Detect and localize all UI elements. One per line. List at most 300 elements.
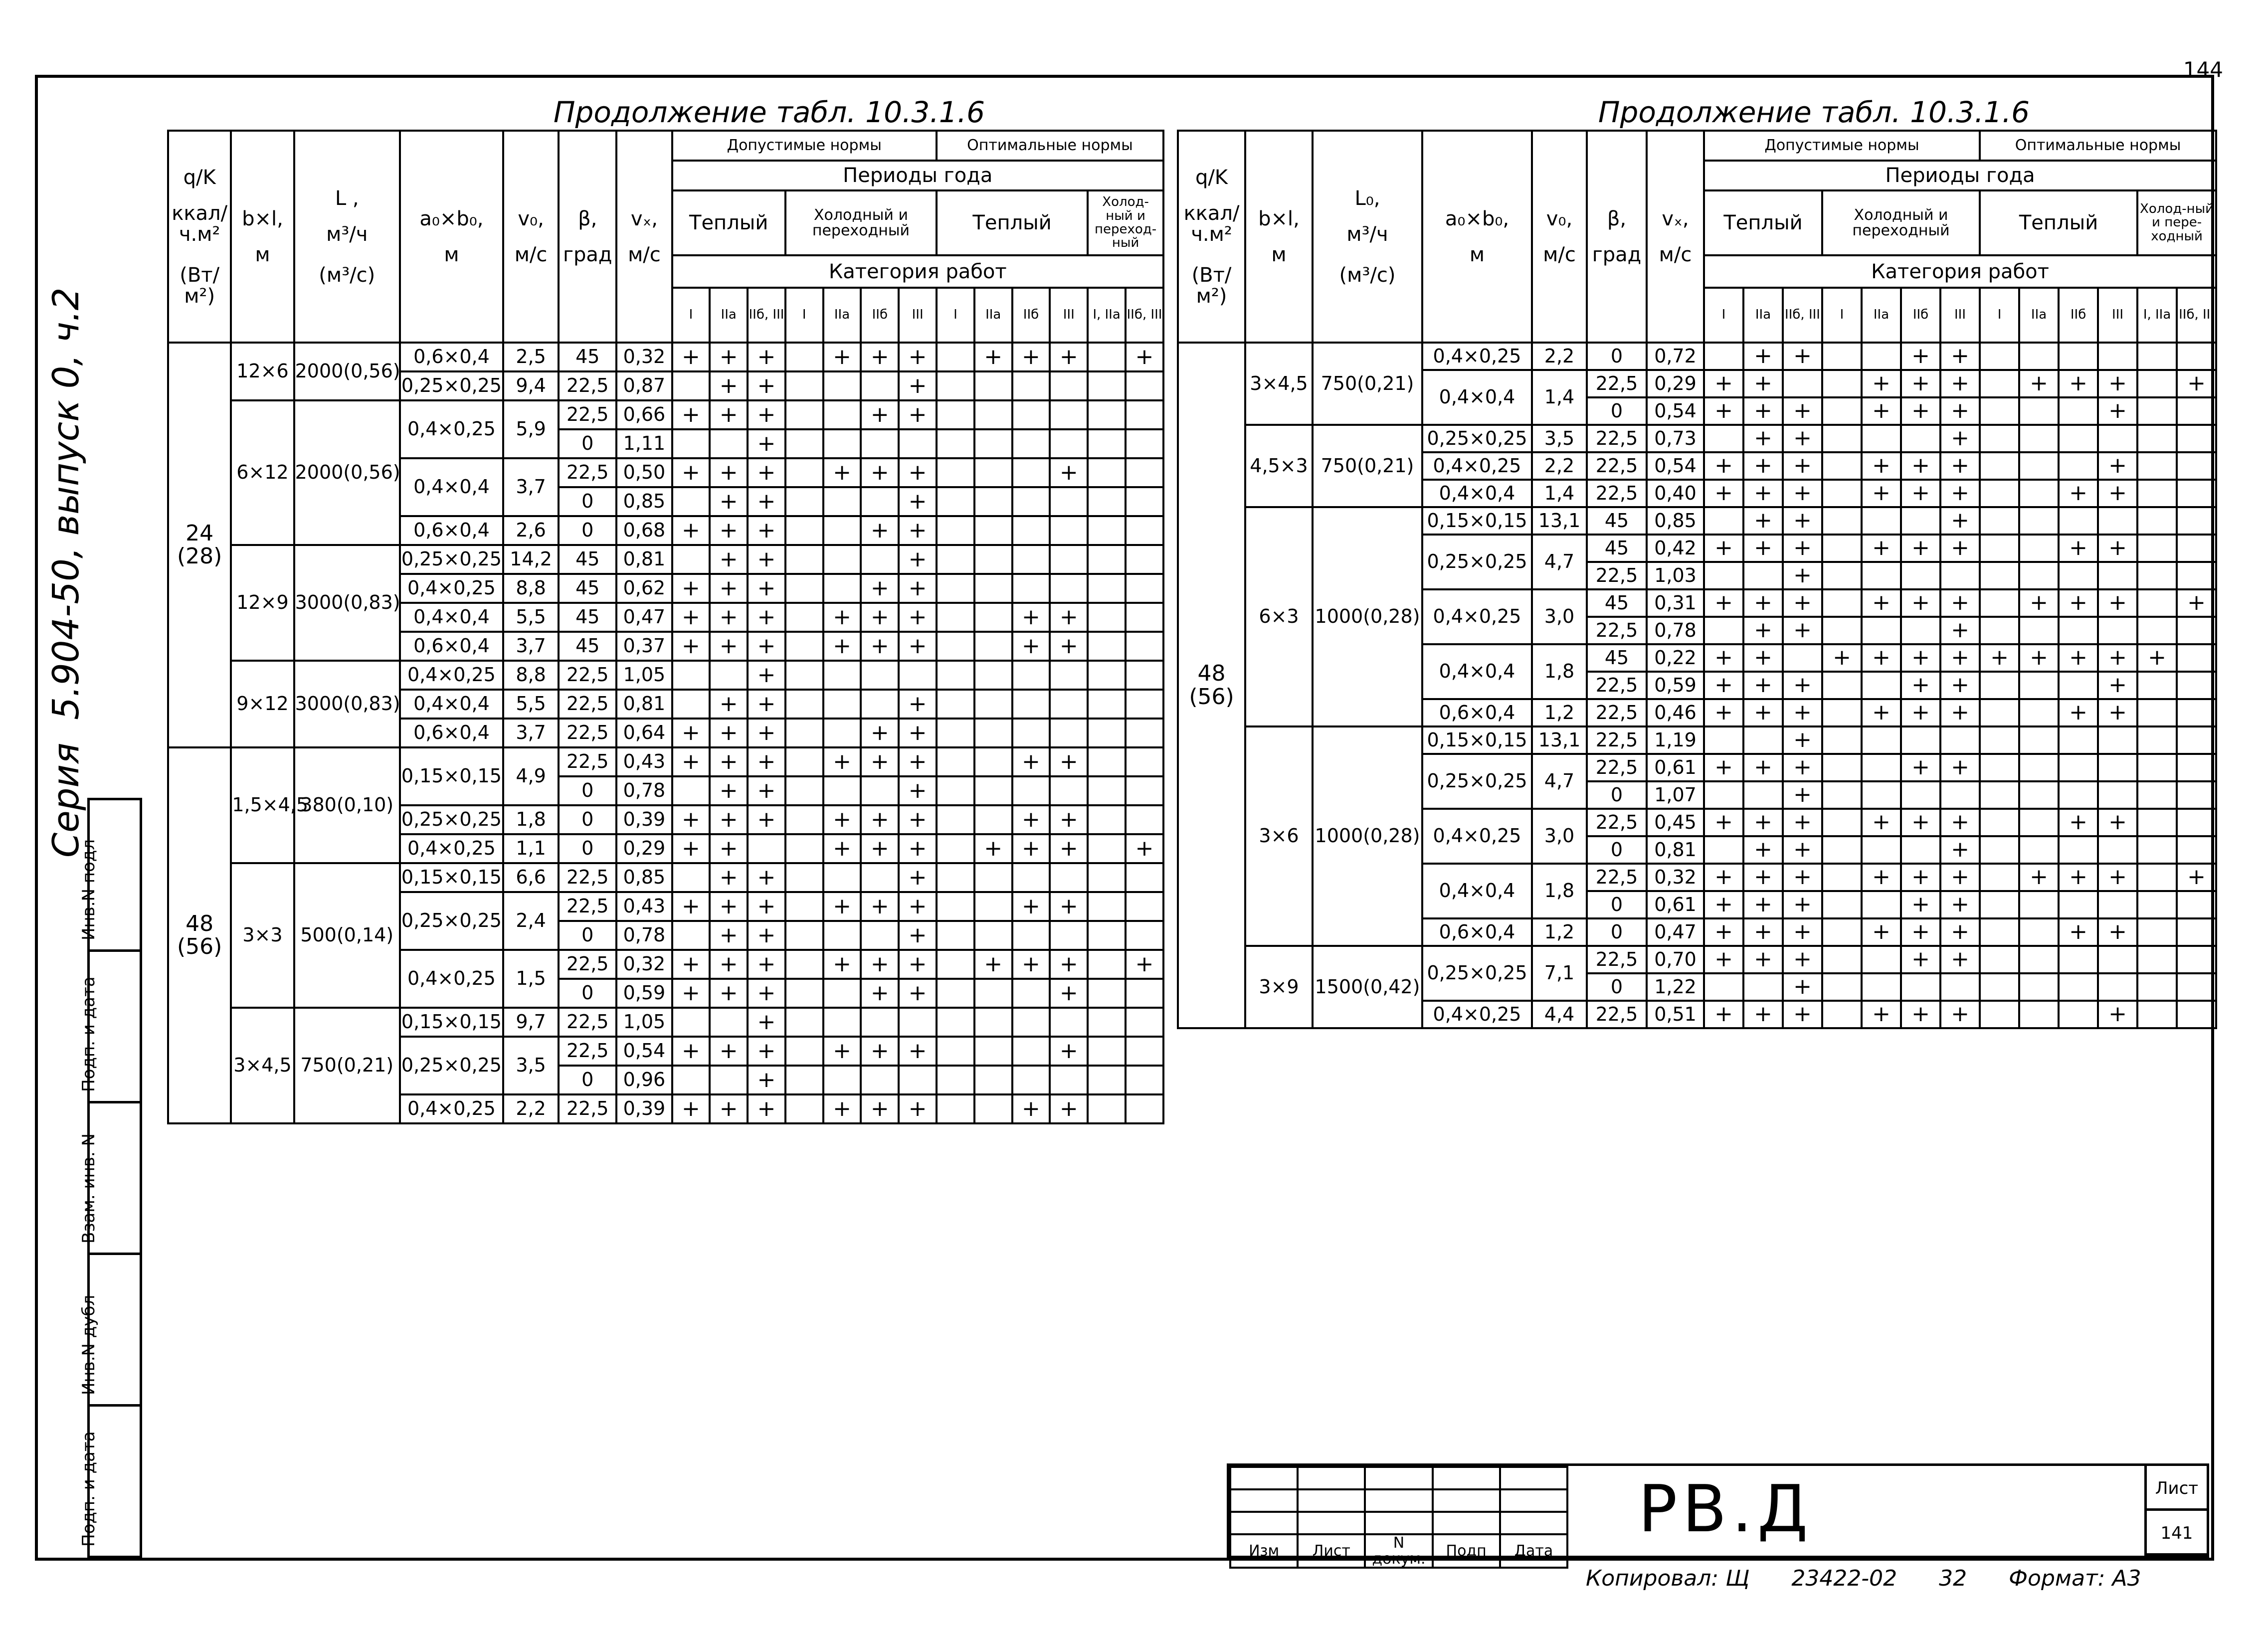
mark-cell bbox=[937, 805, 974, 834]
mark-cell bbox=[2137, 480, 2177, 507]
mark-cell bbox=[823, 719, 861, 747]
mark-cell bbox=[1940, 781, 1980, 809]
mark-cell bbox=[2019, 1001, 2059, 1028]
mark-cell: + bbox=[2177, 864, 2216, 891]
mark-cell bbox=[2177, 781, 2216, 809]
mark-cell bbox=[974, 979, 1012, 1008]
mark-cell bbox=[899, 1066, 937, 1094]
mark-cell bbox=[1050, 429, 1088, 458]
category-col-2: IIб, III bbox=[748, 288, 785, 343]
mark-cell: + bbox=[823, 950, 861, 979]
mark-cell bbox=[2019, 397, 2059, 425]
mark-cell bbox=[785, 1094, 823, 1123]
vx-cell: 0,50 bbox=[616, 458, 672, 487]
mark-cell bbox=[785, 747, 823, 776]
mark-cell bbox=[1012, 545, 1050, 574]
beta-cell: 22,5 bbox=[559, 719, 616, 747]
revision-grid bbox=[1229, 1466, 1568, 1569]
vx-cell: 0,37 bbox=[616, 632, 672, 661]
mark-cell: + bbox=[1783, 918, 1822, 946]
mark-cell: + bbox=[2019, 864, 2059, 891]
mark-cell: + bbox=[1783, 589, 1822, 617]
flow-header-unit: м³/ч bbox=[1346, 222, 1388, 246]
category-col-7: I bbox=[1980, 288, 2019, 343]
mark-cell bbox=[2177, 726, 2216, 754]
outlet-size-cell: 0,4×0,25 bbox=[400, 400, 503, 458]
mark-cell bbox=[2019, 973, 2059, 1001]
vx-cell: 0,22 bbox=[1647, 644, 1704, 672]
mark-cell bbox=[1088, 805, 1126, 834]
mark-cell: + bbox=[710, 343, 748, 371]
warm-period-optimal: Теплый bbox=[937, 190, 1088, 255]
mark-cell: + bbox=[748, 574, 785, 603]
outlet-size-cell: 0,6×0,4 bbox=[1422, 699, 1532, 726]
mark-cell bbox=[974, 516, 1012, 545]
mark-cell bbox=[1822, 864, 1862, 891]
category-col-9: IIб bbox=[2059, 288, 2098, 343]
mark-cell bbox=[2098, 507, 2137, 535]
mark-cell: + bbox=[1940, 946, 1980, 973]
mark-cell: + bbox=[1783, 809, 1822, 836]
mark-cell bbox=[1704, 562, 1743, 589]
mark-cell bbox=[937, 719, 974, 747]
mark-cell: + bbox=[1940, 343, 1980, 370]
mark-cell bbox=[1822, 946, 1862, 973]
mark-cell bbox=[785, 892, 823, 921]
mark-cell bbox=[1822, 836, 1862, 864]
mark-cell bbox=[2137, 809, 2177, 836]
stamp-cell: Подп. и дата bbox=[90, 1407, 140, 1558]
flow-rate-cell: 380(0,10) bbox=[294, 747, 400, 863]
mark-cell bbox=[2019, 452, 2059, 480]
vx-cell: 1,22 bbox=[1647, 973, 1704, 1001]
category-col-12: IIб, III bbox=[1126, 288, 1163, 343]
mark-cell: + bbox=[1126, 343, 1163, 371]
mark-cell bbox=[785, 950, 823, 979]
beta-cell: 22,5 bbox=[1587, 370, 1647, 397]
mark-cell: + bbox=[710, 516, 748, 545]
mark-cell bbox=[2137, 452, 2177, 480]
mark-cell bbox=[710, 1066, 748, 1094]
mark-cell: + bbox=[1862, 644, 1901, 672]
category-col-8: IIа bbox=[974, 288, 1012, 343]
mark-cell: + bbox=[1901, 644, 1940, 672]
mark-cell bbox=[1050, 719, 1088, 747]
mark-cell bbox=[2059, 562, 2098, 589]
warm-period-allowed: Теплый bbox=[672, 190, 785, 255]
mark-cell bbox=[2019, 754, 2059, 781]
mark-cell bbox=[974, 1008, 1012, 1037]
outlet-size-cell: 0,4×0,4 bbox=[400, 603, 503, 632]
mark-cell bbox=[937, 921, 974, 950]
vx-cell: 0,32 bbox=[616, 950, 672, 979]
mark-cell bbox=[974, 574, 1012, 603]
mark-cell: + bbox=[710, 487, 748, 516]
mark-cell bbox=[1088, 400, 1126, 429]
q-header-symbol: q/K bbox=[183, 166, 216, 189]
mark-cell bbox=[1088, 892, 1126, 921]
v0-cell: 4,7 bbox=[1532, 754, 1587, 809]
mark-cell bbox=[2098, 343, 2137, 370]
flow-header-unit-si: (м³/с) bbox=[1339, 263, 1396, 287]
mark-cell bbox=[1704, 836, 1743, 864]
mark-cell bbox=[672, 429, 710, 458]
mark-cell: + bbox=[861, 516, 899, 545]
mark-cell: + bbox=[710, 863, 748, 892]
outlet-size-cell: 0,4×0,4 bbox=[1422, 370, 1532, 425]
mark-cell: + bbox=[1743, 452, 1783, 480]
mark-cell bbox=[1980, 918, 2019, 946]
beta-cell: 22,5 bbox=[559, 1037, 616, 1066]
mark-cell bbox=[1822, 480, 1862, 507]
paper-format: Формат: А3 bbox=[2009, 1566, 2141, 1591]
mark-cell bbox=[1088, 747, 1126, 776]
mark-cell: + bbox=[710, 690, 748, 719]
mark-cell bbox=[785, 371, 823, 400]
vx-cell: 0,72 bbox=[1647, 343, 1704, 370]
mark-cell: + bbox=[1050, 892, 1088, 921]
mark-cell: + bbox=[748, 1008, 785, 1037]
mark-cell bbox=[1862, 973, 1901, 1001]
mark-cell: + bbox=[899, 834, 937, 863]
mark-cell: + bbox=[1050, 950, 1088, 979]
mark-cell: + bbox=[1012, 747, 1050, 776]
beta-header-unit: град bbox=[1592, 243, 1642, 266]
mark-cell: + bbox=[748, 1037, 785, 1066]
heat-load-value: 48 bbox=[1197, 661, 1226, 687]
mark-cell: + bbox=[710, 603, 748, 632]
mark-cell bbox=[2137, 699, 2177, 726]
mark-cell bbox=[1126, 487, 1163, 516]
mark-cell: + bbox=[1862, 535, 1901, 562]
mark-cell bbox=[2177, 809, 2216, 836]
mark-cell: + bbox=[899, 921, 937, 950]
outlet-size-header-unit: м bbox=[1469, 243, 1485, 266]
mark-cell bbox=[2177, 891, 2216, 918]
mark-cell: + bbox=[2098, 918, 2137, 946]
vx-cell: 0,81 bbox=[616, 545, 672, 574]
mark-cell bbox=[2137, 617, 2177, 644]
mark-cell: + bbox=[1940, 617, 1980, 644]
mark-cell bbox=[974, 747, 1012, 776]
mark-cell bbox=[1901, 781, 1940, 809]
category-col-4: IIа bbox=[1862, 288, 1901, 343]
mark-cell bbox=[2059, 617, 2098, 644]
mark-cell bbox=[861, 661, 899, 690]
flow-header-unit-si: (м³/с) bbox=[319, 263, 376, 287]
mark-cell: + bbox=[1704, 946, 1743, 973]
mark-cell: + bbox=[1940, 836, 1980, 864]
mark-cell: + bbox=[1743, 617, 1783, 644]
mark-cell: + bbox=[2098, 397, 2137, 425]
mark-cell bbox=[2019, 562, 2059, 589]
mark-cell bbox=[2059, 836, 2098, 864]
heat-load-value-si: (56) bbox=[1189, 684, 1234, 710]
mark-cell: + bbox=[710, 574, 748, 603]
mark-cell bbox=[1901, 425, 1940, 452]
category-col-8: IIа bbox=[2019, 288, 2059, 343]
mark-cell: + bbox=[974, 834, 1012, 863]
mark-cell bbox=[2137, 726, 2177, 754]
mark-cell bbox=[785, 1008, 823, 1037]
flow-rate-cell: 1000(0,28) bbox=[1313, 726, 1422, 946]
mark-cell bbox=[1862, 726, 1901, 754]
mark-cell bbox=[1980, 370, 2019, 397]
category-col-1: IIа bbox=[710, 288, 748, 343]
mark-cell bbox=[1088, 690, 1126, 719]
outlet-size-cell: 0,4×0,25 bbox=[1422, 452, 1532, 480]
mark-cell: + bbox=[1704, 480, 1743, 507]
mark-cell bbox=[1088, 979, 1126, 1008]
mark-cell bbox=[2177, 617, 2216, 644]
mark-cell bbox=[785, 690, 823, 719]
mark-cell bbox=[1980, 781, 2019, 809]
mark-cell bbox=[785, 863, 823, 892]
mark-cell bbox=[974, 921, 1012, 950]
mark-cell bbox=[1862, 562, 1901, 589]
mark-cell bbox=[2059, 672, 2098, 699]
beta-cell: 45 bbox=[559, 343, 616, 371]
mark-cell: + bbox=[1704, 918, 1743, 946]
mark-cell: + bbox=[2098, 480, 2137, 507]
vx-cell: 0,68 bbox=[616, 516, 672, 545]
outlet-size-header bbox=[1422, 131, 1532, 343]
v0-cell: 1,4 bbox=[1532, 370, 1587, 425]
mark-cell: + bbox=[1783, 535, 1822, 562]
mark-cell bbox=[1704, 425, 1743, 452]
mark-cell bbox=[1704, 973, 1743, 1001]
v0-cell: 3,7 bbox=[503, 458, 559, 516]
mark-cell bbox=[2059, 343, 2098, 370]
mark-cell bbox=[1980, 891, 2019, 918]
mark-cell: + bbox=[1783, 699, 1822, 726]
v0-cell: 9,4 bbox=[503, 371, 559, 400]
sheet-number-top: 144 bbox=[2183, 57, 2223, 82]
copied-by: Копировал: Щ bbox=[1586, 1566, 1750, 1591]
mark-cell bbox=[2137, 973, 2177, 1001]
mark-cell bbox=[2137, 535, 2177, 562]
outlet-size-cell: 0,15×0,15 bbox=[1422, 726, 1532, 754]
mark-cell: + bbox=[823, 1094, 861, 1123]
mark-cell: + bbox=[1704, 370, 1743, 397]
outlet-size-cell: 0,25×0,25 bbox=[400, 371, 503, 400]
mark-cell: + bbox=[710, 632, 748, 661]
mark-cell bbox=[2019, 699, 2059, 726]
mark-cell bbox=[1012, 661, 1050, 690]
category-col-6: III bbox=[899, 288, 937, 343]
mark-cell bbox=[1704, 781, 1743, 809]
room-size-cell: 9×12 bbox=[231, 661, 294, 747]
outlet-size-cell: 0,25×0,25 bbox=[400, 805, 503, 834]
mark-cell: + bbox=[1940, 1001, 1980, 1028]
vx-cell: 0,39 bbox=[616, 1094, 672, 1123]
mark-cell bbox=[1704, 507, 1743, 535]
left-data-table bbox=[167, 130, 1164, 1124]
beta-cell: 22,5 bbox=[559, 690, 616, 719]
mark-cell bbox=[937, 661, 974, 690]
mark-cell: + bbox=[974, 950, 1012, 979]
mark-cell: + bbox=[2019, 644, 2059, 672]
beta-cell: 22,5 bbox=[559, 458, 616, 487]
mark-cell bbox=[1980, 1001, 2019, 1028]
mark-cell: + bbox=[2059, 589, 2098, 617]
mark-cell: + bbox=[1704, 1001, 1743, 1028]
room-size-cell: 3×4,5 bbox=[231, 1008, 294, 1123]
table-row bbox=[1178, 425, 2216, 452]
mark-cell bbox=[1088, 603, 1126, 632]
mark-cell: + bbox=[1050, 1037, 1088, 1066]
mark-cell: + bbox=[1743, 644, 1783, 672]
mark-cell bbox=[1822, 1001, 1862, 1028]
mark-cell bbox=[1126, 921, 1163, 950]
vx-cell: 0,78 bbox=[1647, 617, 1704, 644]
mark-cell: + bbox=[2059, 370, 2098, 397]
mark-cell: + bbox=[1704, 754, 1743, 781]
mark-cell: + bbox=[1901, 343, 1940, 370]
mark-cell bbox=[2019, 891, 2059, 918]
v0-cell: 4,4 bbox=[1532, 1001, 1587, 1028]
mark-cell bbox=[1012, 487, 1050, 516]
mark-cell: + bbox=[823, 834, 861, 863]
vx-cell: 0,85 bbox=[616, 863, 672, 892]
mark-cell: + bbox=[899, 400, 937, 429]
mark-cell bbox=[1980, 397, 2019, 425]
mark-cell: + bbox=[1901, 891, 1940, 918]
mark-cell bbox=[2137, 562, 2177, 589]
mark-cell bbox=[1050, 574, 1088, 603]
mark-cell bbox=[785, 603, 823, 632]
right-table-caption: Продолжение табл. 10.3.1.6 bbox=[1598, 95, 2030, 129]
category-col-6: III bbox=[1940, 288, 1980, 343]
mark-cell: + bbox=[1901, 1001, 1940, 1028]
vx-cell: 0,32 bbox=[1647, 864, 1704, 891]
heat-load-cell bbox=[168, 747, 231, 1123]
mark-cell: + bbox=[1783, 617, 1822, 644]
mark-cell bbox=[1126, 429, 1163, 458]
mark-cell bbox=[672, 661, 710, 690]
mark-cell bbox=[2137, 1001, 2177, 1028]
mark-cell: + bbox=[1012, 1094, 1050, 1123]
mark-cell bbox=[1088, 545, 1126, 574]
vx-cell: 0,32 bbox=[616, 343, 672, 371]
mark-cell bbox=[823, 400, 861, 429]
beta-header-symbol: β, bbox=[578, 207, 597, 230]
v0-cell: 5,5 bbox=[503, 690, 559, 719]
flow-rate-cell: 3000(0,83) bbox=[294, 545, 400, 661]
mark-cell bbox=[1822, 535, 1862, 562]
outlet-size-cell: 0,4×0,4 bbox=[400, 690, 503, 719]
mark-cell bbox=[937, 863, 974, 892]
flow-header-symbol: L₀, bbox=[1354, 186, 1380, 210]
mark-cell: + bbox=[1050, 747, 1088, 776]
mark-cell bbox=[974, 603, 1012, 632]
mark-cell bbox=[1862, 891, 1901, 918]
mark-cell: + bbox=[1901, 397, 1940, 425]
mark-cell: + bbox=[1012, 343, 1050, 371]
mark-cell: + bbox=[748, 371, 785, 400]
rev-label-sign: Подп bbox=[1433, 1534, 1500, 1568]
mark-cell bbox=[937, 603, 974, 632]
mark-cell bbox=[1126, 1037, 1163, 1066]
mark-cell bbox=[1088, 950, 1126, 979]
mark-cell bbox=[710, 661, 748, 690]
mark-cell: + bbox=[1940, 918, 1980, 946]
mark-cell bbox=[1050, 371, 1088, 400]
mark-cell bbox=[672, 863, 710, 892]
outlet-size-cell: 0,25×0,25 bbox=[400, 545, 503, 574]
mark-cell bbox=[974, 400, 1012, 429]
q-header-symbol: q/K bbox=[1195, 166, 1228, 189]
mark-cell: + bbox=[1743, 1001, 1783, 1028]
mark-cell bbox=[2177, 699, 2216, 726]
outlet-size-cell: 0,4×0,25 bbox=[1422, 589, 1532, 644]
allowed-norms-header: Допустимые нормы bbox=[672, 131, 937, 161]
beta-cell: 22,5 bbox=[559, 1094, 616, 1123]
outlet-size-cell: 0,25×0,25 bbox=[1422, 946, 1532, 1001]
v0-cell: 2,2 bbox=[1532, 452, 1587, 480]
vx-cell: 1,07 bbox=[1647, 781, 1704, 809]
vx-cell: 0,42 bbox=[1647, 535, 1704, 562]
v0-cell: 5,5 bbox=[503, 603, 559, 632]
mark-cell bbox=[1088, 921, 1126, 950]
mark-cell: + bbox=[1901, 864, 1940, 891]
mark-cell bbox=[974, 458, 1012, 487]
v0-cell: 6,6 bbox=[503, 863, 559, 892]
v0-cell: 1,4 bbox=[1532, 480, 1587, 507]
mark-cell bbox=[1822, 973, 1862, 1001]
outlet-size-cell: 0,25×0,25 bbox=[1422, 425, 1532, 452]
mark-cell bbox=[2177, 343, 2216, 370]
mark-cell: + bbox=[861, 834, 899, 863]
outlet-size-cell: 0,6×0,4 bbox=[400, 343, 503, 371]
mark-cell bbox=[1862, 781, 1901, 809]
mark-cell: + bbox=[861, 343, 899, 371]
mark-cell bbox=[1088, 863, 1126, 892]
optimal-norms-header: Оптимальные нормы bbox=[1980, 131, 2216, 161]
mark-cell bbox=[823, 921, 861, 950]
mark-cell bbox=[2059, 754, 2098, 781]
mark-cell bbox=[937, 487, 974, 516]
right-table-block bbox=[1177, 95, 2215, 1029]
beta-cell: 45 bbox=[559, 603, 616, 632]
mark-cell: + bbox=[748, 747, 785, 776]
mark-cell bbox=[1012, 400, 1050, 429]
mark-cell bbox=[823, 776, 861, 805]
mark-cell bbox=[1126, 371, 1163, 400]
room-size-cell: 6×3 bbox=[1245, 507, 1313, 726]
table-row bbox=[168, 1008, 1163, 1037]
mark-cell bbox=[937, 834, 974, 863]
mark-cell: + bbox=[1940, 699, 1980, 726]
mark-cell bbox=[2137, 589, 2177, 617]
mark-cell bbox=[2059, 726, 2098, 754]
v0-cell: 3,5 bbox=[1532, 425, 1587, 452]
q-header-unit-si: (Вт/м²) bbox=[180, 263, 220, 308]
mark-cell bbox=[785, 343, 823, 371]
cold-period-optimal: Холод-ный и пере-ходный bbox=[2137, 190, 2216, 255]
v0-cell: 13,1 bbox=[1532, 507, 1587, 535]
mark-cell bbox=[1980, 836, 2019, 864]
mark-cell: + bbox=[823, 1037, 861, 1066]
mark-cell: + bbox=[1901, 535, 1940, 562]
mark-cell: + bbox=[1901, 480, 1940, 507]
mark-cell bbox=[2019, 425, 2059, 452]
sheet-label: Лист bbox=[2147, 1466, 2207, 1511]
mark-cell bbox=[2177, 452, 2216, 480]
stamp-cell: Инв.N подл bbox=[90, 800, 140, 952]
mark-cell bbox=[1126, 632, 1163, 661]
mark-cell bbox=[1822, 617, 1862, 644]
